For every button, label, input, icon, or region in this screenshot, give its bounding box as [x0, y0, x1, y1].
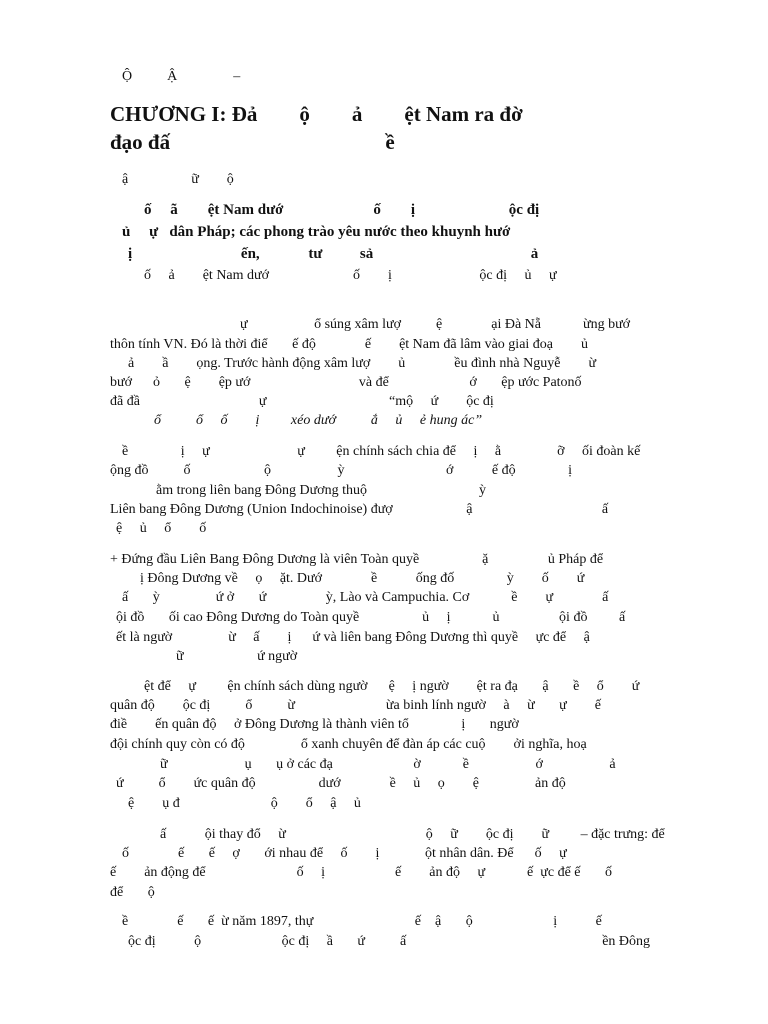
text-line: ội đồ ối cao Đông Dương do Toàn quyề ủ ị ủ ội đồ ấ	[116, 610, 626, 625]
section-heading-line: ủ ự dân Pháp; các phong trào yêu nước theo khuynh hướ	[122, 224, 511, 240]
text-line: điề ến quân độ ở Đông Dương là thành viên tổ ị ngườ	[110, 717, 519, 732]
text-line: đội chính quy còn có độ ổ xanh chuyên để đàn áp các cuộ ởi nghĩa, hoạ	[110, 737, 587, 752]
text-line: ệ ủ ổ ố	[116, 521, 207, 536]
text-line: ổ ổ ố ị xéo dướ ắ ủ ẻ hung ác”	[154, 413, 483, 428]
section-subheading: ậ ữ ộ	[122, 172, 234, 187]
text-line: ị Đông Dương về ọ ặt. Dướ ề ống đố ỳ ố ứ	[140, 571, 585, 586]
text-line: ấ ội thay đổ ừ ộ ữ ộc đị ữ – đặc trưng: để	[160, 827, 665, 842]
text-line: đã đầ ự “mộ ứ ộc đị	[110, 394, 494, 409]
chapter-title-line-1: CHƯƠNG I: Đả ộ ả ệt Nam ra đờ	[110, 102, 523, 126]
text-line: ộng đồ ố ộ ỳ ớ ế độ ị	[110, 463, 573, 478]
text-line: ệ ụ đ ộ ổ ậ ủ	[128, 796, 361, 811]
text-line: ố ế ế ợ ới nhau để ố ị ột nhân dân. Để ố ự	[122, 846, 567, 861]
text-line: ằm trong liên bang Đông Dương thuộ ỳ	[156, 483, 486, 498]
text-line: thôn tính VN. Đó là thời điể ế độ ế ệt Nam đã lâm vào giai đoạ ủ	[110, 337, 589, 352]
text-line: ộc đị ộ ộc đị ầ ứ ấ ền Đông	[128, 934, 651, 949]
section-heading-line: ố ả ệt Nam dướ ố ị ộc đị ủ ự	[144, 268, 557, 283]
text-line: Liên bang Đông Dương (Union Indochinoise) đượ ậ ấ	[110, 502, 609, 517]
text-line: ữ ứ ngườ	[176, 649, 298, 664]
section-heading-line: ị ến, tư sả ả	[128, 246, 539, 262]
page-header: Ộ Ậ –	[122, 69, 241, 84]
text-line: ả ầ ọng. Trước hành động xâm lượ ủ ều đình nhà Nguyễ ừ	[128, 356, 597, 371]
text-line: ế ản động để ố ị ế ản độ ự ế ực để ế ố	[110, 865, 612, 880]
text-line: ệt để ự ện chính sách dùng ngườ ệ ị ngườ ệt ra đạ ậ ề ổ ứ	[144, 679, 640, 694]
text-line: ữ ụ ụ ở các đạ ờ ề ớ ả	[160, 757, 616, 772]
text-line: ề ị ự ự ện chính sách chia để ị ằ ỡ ối đoàn kế	[122, 444, 641, 459]
text-line: ề ế ế ừ năm 1897, thự ế ậ ộ ị ế	[122, 914, 602, 929]
text-line: ự ổ súng xâm lượ ệ ại Đà Nẵ ừng bướ	[240, 317, 631, 332]
text-line: bướ ỏ ệ ệp ướ và để ớ ệp ước Patonố	[110, 375, 582, 390]
chapter-title-line-2: đạo đấ ề	[110, 130, 395, 154]
text-line: ết là ngườ ừ ấ ị ứ và liên bang Đông Dương thì quyề ực để ậ	[116, 630, 590, 645]
section-heading-line: ố ã ệt Nam dướ ố ị ộc đị	[144, 202, 540, 218]
text-line: để ộ	[110, 885, 155, 900]
text-line: quân độ ộc đị ổ ừ ừa binh lính ngườ à ừ ự ế	[110, 698, 601, 713]
text-line: + Đứng đầu Liên Bang Đông Dương là viên Toàn quyề ặ ủ Pháp để	[110, 552, 604, 567]
text-line: ứ ổ ức quân độ dướ ề ủ ọ ệ ản độ	[116, 776, 566, 791]
text-line: ấ ỳ ứ ở ứ ỳ, Lào và Campuchia. Cơ ề ự ấ	[122, 590, 609, 605]
